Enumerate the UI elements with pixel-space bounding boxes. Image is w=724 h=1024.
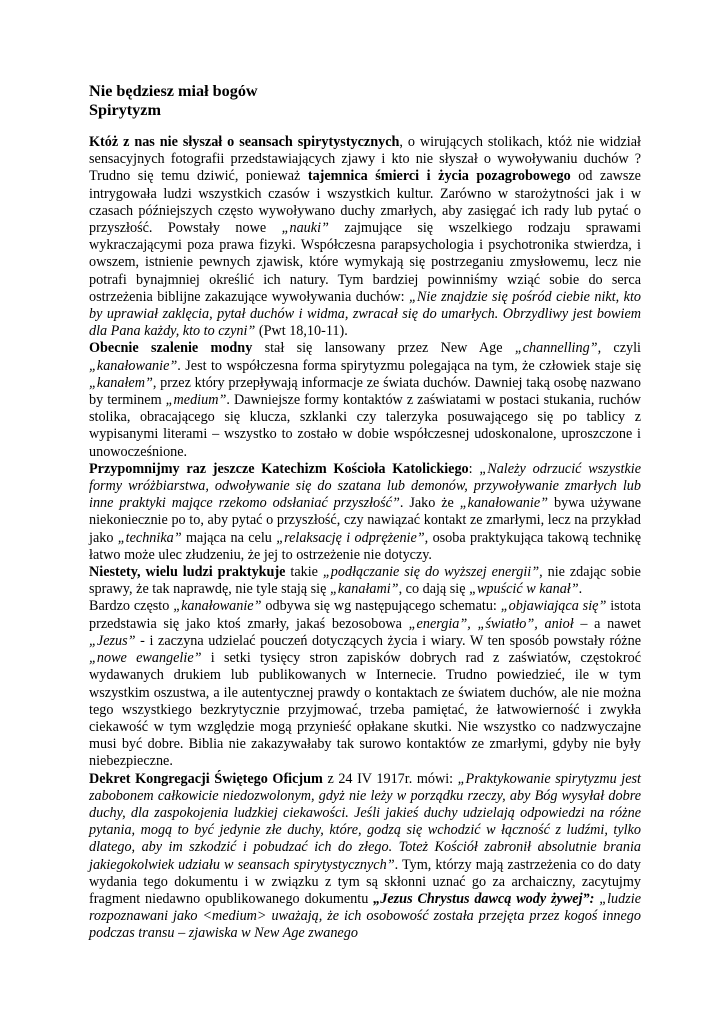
document-subtitle: Spirytyzm — [89, 101, 161, 119]
paragraph-5: Bardzo często „kanałowanie” odbywa się wg następującego schematu: „objawiająca się” istota przedstawia się jako ktoś zmarły, jakaś bezosobowa „energia”, „światło”, anioł – a nawet „Jezus” - i zaczyna udzielać pouczeń dotyczących życia i wiary. W ten sposób powstały różne „nowe ewangelie” i setki tysięcy stron zapisków dobrych rad z zaświatów, częstokroć wydawanych drukiem lub publikowanych w Internecie. Trudno powiedzieć, ile w tym wszystkim oszustwa, a ile autentycznej prawdy o kontaktach ze światem duchów, ale nie można tego wszystkiego bezkrytycznie przyjmować, trzeba pamiętać, że łatwowierność i zwykła ciekawość w tym względzie mogą przynieść opłakane skutki. Nie wszystko co nadzwyczajne musi być dobre. Biblia nie zakazywałaby tak surowo kontaktów ze zmarłymi, gdyby nie były niebezpieczne. — [89, 598, 642, 770]
paragraph-3: Przypomnijmy raz jeszcze Katechizm Kościoła Katolickiego: „Należy odrzucić wszystkie formy wróżbiarstwa, odwoływanie się do szatana lub demonów, przywoływanie zmarłych lub inne praktyki mające rzekomo odsłaniać przyszłość”. Jako że „kanałowanie” bywa używane niekoniecznie po to, aby pytać o przyszłość, czy nawiązać kontakt ze zmarłymi, lecz na przykład jako „technika” mająca na celu „relaksację i odprężenie”, osoba praktykująca takową technikę łatwo może ulec złudzeniu, że jej to ostrzeżenie nie dotyczy. — [89, 460, 642, 563]
lead-phrase: Któż z nas nie słyszał o seansach spirytystycznych — [89, 134, 400, 150]
paragraph-1: Któż z nas nie słyszał o seansach spirytystycznych, o wirujących stolikach, któż nie widział sensacyjnych fotografii przedstawiających zjawy i kto nie słyszał o wywoływaniu duchów ? Trudno się temu dziwić, ponieważ tajemnica śmierci i życia pozagrobowego od zawsze intrygowała ludzi wszystkich czasów i wszystkich kultur. Zarówno w starożytności jak i w czasach późniejszych często wywoływano duchy zmarłych, aby zasięgać ich rady lub pytać o przyszłość. Powstały nowe „nauki” zajmujące się wszelkiego rodzaju sprawami wykraczającymi poza prawa fizyki. Współczesna parapsychologia i psychotronika stwierdza, i owszem, istnienie pewnych zjawisk, które wymykają się postrzeganiu zmysłowemu, lecz nie potrafi bynajmniej określić ich natury. Tym bardziej powinniśmy wziąć sobie do serca ostrzeżenia biblijne zakazujące wywoływania duchów: „Nie znajdzie się pośród ciebie nikt, kto by uprawiał zaklęcia, pytał duchów i widma, zwracał się do umarłych. Obrzydliwy jest bowiem dla Pana każdy, kto to czyni” (Pwt 18,10-11). — [89, 134, 642, 340]
paragraph-2: Obecnie szalenie modny stał się lansowany przez New Age „channelling”, czyli „kanałowanie”. Jest to współczesna forma spirytyzmu polegająca na tym, że człowiek staje się „kanałem”, przez który przepływają informacje ze świata duchów. Dawniej taką osobę nazwano by terminem „medium”. Dawniejsze formy kontaktów z zaświatami w postaci stukania, ruchów stolika, obracającego się klucza, szklanki czy talerzyka posuwającego się po tablicy z wypisanymi literami – wszystko to zostało w dobie współczesnej udoskonalone, uproszczone i unowocześnione. — [89, 340, 641, 460]
bible-quote: „Nie znajdzie się pośród ciebie nikt, kto by uprawiał zaklęcia, pytał duchów i widma, zwracał się do umarłych. Obrzydliwy jest bowiem dla Pana każdy, kto to czyni” — [89, 288, 641, 340]
paragraph-6: Dekret Kongregacji Świętego Oficjum z 24 IV 1917r. mówi: „Praktykowanie spirytyzmu jest zabobonem całkowicie niedozwolonym, gdyż nie leży w porządku rzeczy, aby Bóg wysyłał dobre duchy, dla zaspokojenia ludzkiej ciekawości. Jeśli jakieś duchy udzielają odpowiedzi na różne pytania, mogą to być jedynie złe duchy, które, godzą się wchodzić w łączność z ludźmi, tylko dlatego, aby im szkodzić i pobudzać ich do złego. Toteż Kościół zabronił absolutnie brania jakiegokolwiek udziału w seansach spirytystycznych”. Tym, którzy mają zastrzeżenia co do daty wydania tego dokumentu i w związku z tym są skłonni uznać go za archaiczny, zacytujmy fragment niedawno opublikowanego dokumentu „Jezus Chrystus dawcą wody żywej”: „ludzie rozpoznawani jako <medium> uważają, że ich osobowość została przejęta przez kogoś innego podczas transu – zjawiska w New Age zwanego — [89, 770, 641, 942]
lead-phrase: Przypomnijmy raz jeszcze Katechizm Kościoła Katolickiego — [89, 460, 469, 477]
emphasis: tajemnica śmierci i życia pozagrobowego — [307, 168, 571, 185]
decree-quote: „Praktykowanie spirytyzmu jest zabobonem całkowicie niedozwolonym, gdyż nie leży w porządku rzeczy, aby Bóg wysyłał dobre duchy, dla zaspokojenia ludzkiej ciekawości. Jeśli jakieś duchy udzielają odpowiedzi na różne pytania, mogą to być jedynie złe duchy, które, godzą się wchodzić w łączność z ludźmi, tylko dlatego, aby im szkodzić i pobudzać ich do złego. Toteż Kościół zabronił absolutnie brania jakiegokolwiek udziału w seansach spirytystycznych” — [89, 770, 641, 873]
lead-phrase: Dekret Kongregacji Świętego Oficjum — [89, 770, 323, 787]
document-page — [89, 82, 641, 943]
heading-block — [89, 82, 641, 120]
lead-phrase: Niestety, wielu ludzi praktykuje — [89, 564, 286, 581]
catechism-quote: „Należy odrzucić wszystkie formy wróżbiarstwa, odwoływanie się do szatana lub demonów, przywoływanie zmarłych lub inne praktyki mające rzekomo odsłaniać przyszłość” — [89, 460, 642, 512]
lead-phrase: Obecnie szalenie modny — [89, 340, 253, 357]
document-title: Nie będziesz miał bogów — [89, 82, 258, 100]
document-name: „Jezus Chrystus dawcą wody żywej”: — [373, 890, 595, 907]
paragraph-4: Niestety, wielu ludzi praktykuje takie „podłączanie się do wyższej energii”, nie zdając sobie sprawy, że tak naprawdę, nie tyle stają się „kanałami”, co dają się „wpuścić w kanał”. — [89, 564, 641, 598]
